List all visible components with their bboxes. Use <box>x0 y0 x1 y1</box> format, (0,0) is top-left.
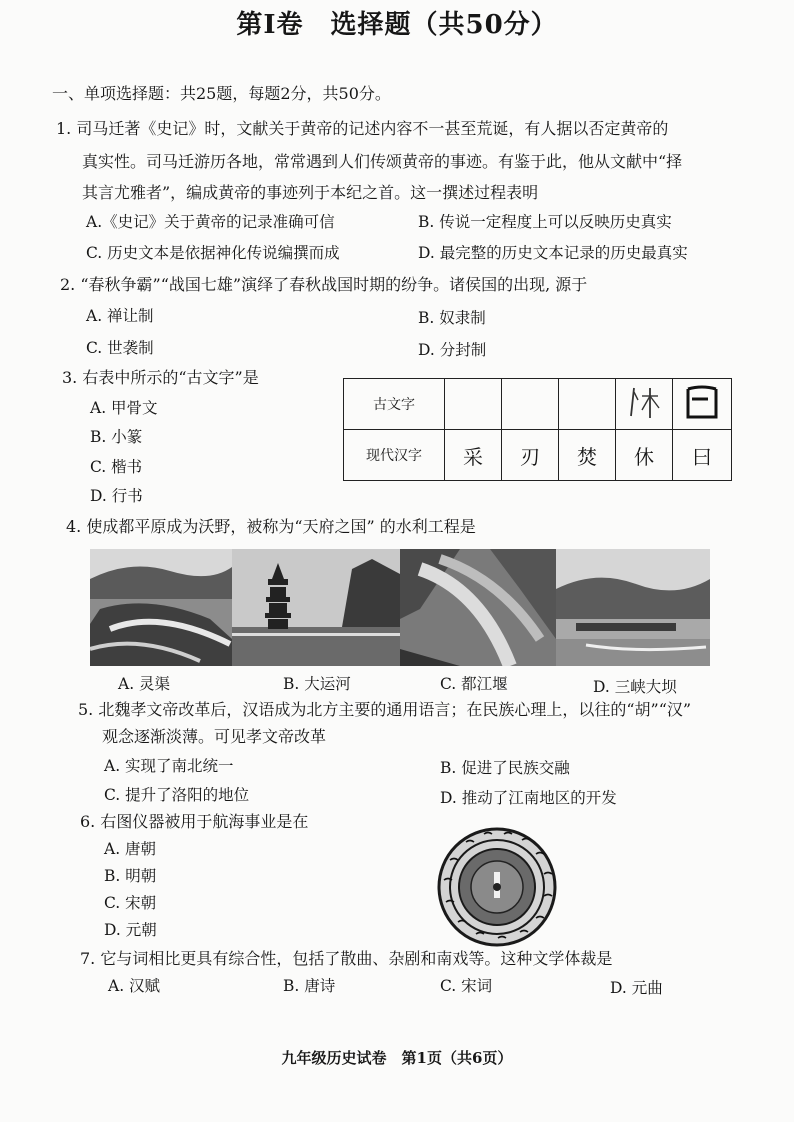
modern-char: 焚 <box>559 430 616 481</box>
q2-stem: 2. “春秋争霸”“战国七雄”演绎了春秋战国时期的纷争。诸侯国的出现, 源于 <box>60 275 588 294</box>
compass-icon <box>436 826 558 948</box>
modern-char: 曰 <box>673 430 732 481</box>
page-footer: 九年级历史试卷 第1页（共6页） <box>281 1049 513 1067</box>
ancient-char-cell <box>502 379 559 430</box>
row-header-modern: 现代汉字 <box>344 430 445 481</box>
ancient-char-xiu <box>616 379 673 430</box>
q6-option-d: D. 元朝 <box>104 921 157 939</box>
photo-dujiangyan <box>400 549 556 666</box>
q4-option-d: D. 三峡大坝 <box>593 678 677 696</box>
q4-option-c: C. 都江堰 <box>440 675 508 693</box>
dujiangyan-image <box>400 549 556 666</box>
ancient-char-cell <box>445 379 502 430</box>
q1-option-b: B. 传说一定程度上可以反映历史真实 <box>418 213 672 231</box>
grand-canal-image <box>232 549 400 666</box>
q7-option-a: A. 汉赋 <box>108 977 161 995</box>
three-gorges-image <box>556 549 710 666</box>
q6-stem: 6. 右图仪器被用于航海事业是在 <box>80 812 309 831</box>
q1-option-a: A.《史记》关于黄帝的记录准确可信 <box>86 213 335 231</box>
q7-option-b: B. 唐诗 <box>283 977 336 995</box>
q1-line3: 其言尤雅者”，编成黄帝的事迹列于本纪之首。这一撰述过程表明 <box>82 183 539 202</box>
q3-option-a: A. 甲骨文 <box>90 399 158 417</box>
q2-option-b: B. 奴隶制 <box>418 309 486 327</box>
q5-option-d: D. 推动了江南地区的开发 <box>440 789 617 807</box>
q7-stem: 7. 它与词相比更具有综合性，包括了散曲、杂剧和南戏等。这种文学体裁是 <box>80 949 613 968</box>
q1-line1: 1. 司马迁著《史记》时，文献关于黄帝的记述内容不一甚至荒诞，有人据以否定黄帝的 <box>56 119 669 138</box>
q5-option-b: B. 促进了民族交融 <box>440 759 570 777</box>
q1-option-d: D. 最完整的历史文本记录的历史最真实 <box>418 244 688 262</box>
q5-option-c: C. 提升了洛阳的地位 <box>104 786 250 804</box>
q2-option-d: D. 分封制 <box>418 341 487 359</box>
compass-illustration <box>436 826 558 948</box>
modern-char: 刃 <box>502 430 559 481</box>
table-row-ancient <box>344 379 732 430</box>
ancient-script-table <box>343 378 732 481</box>
q6-option-a: A. 唐朝 <box>104 840 157 858</box>
q2-option-a: A. 禅让制 <box>86 307 154 325</box>
q3-option-b: B. 小篆 <box>90 428 143 446</box>
photo-grand-canal <box>232 549 400 666</box>
q7-option-c: C. 宋词 <box>440 977 493 995</box>
section-heading: 一、单项选择题：共25题，每题2分，共50分。 <box>52 84 391 103</box>
q3-option-c: C. 楷书 <box>90 458 143 476</box>
ancient-char-cell <box>559 379 616 430</box>
q7-option-d: D. 元曲 <box>610 979 663 997</box>
water-project-photos <box>90 549 710 666</box>
page-title: 第Ⅰ卷 选择题（共50分） <box>236 10 558 40</box>
modern-char: 休 <box>616 430 673 481</box>
q4-stem: 4. 使成都平原成为沃野，被称为“天府之国” 的水利工程是 <box>66 517 476 536</box>
q5-option-a: A. 实现了南北统一 <box>104 757 234 775</box>
q3-stem: 3. 右表中所示的“古文字”是 <box>62 368 259 387</box>
q6-option-b: B. 明朝 <box>104 867 157 885</box>
q5-line2: 观念逐渐淡薄。可见孝文帝改革 <box>102 727 327 746</box>
q1-line2: 真实性。司马迁游历各地，常常遇到人们传颂黄帝的事迹。有鉴于此，他从文献中“择 <box>82 152 683 171</box>
modern-char: 采 <box>445 430 502 481</box>
row-header-ancient: 古文字 <box>344 379 445 430</box>
q4-option-a: A. 灵渠 <box>118 675 171 693</box>
lingqu-image <box>90 549 232 666</box>
q6-option-c: C. 宋朝 <box>104 894 157 912</box>
photo-lingqu <box>90 549 232 666</box>
ancient-glyph-yue <box>682 383 722 421</box>
table-row-modern <box>344 430 732 481</box>
q1-option-c: C. 历史文本是依据神化传说编撰而成 <box>86 244 340 262</box>
ancient-char-yue <box>673 379 732 430</box>
q3-option-d: D. 行书 <box>90 487 143 505</box>
ancient-glyph-xiu <box>624 384 664 420</box>
photo-three-gorges <box>556 549 710 666</box>
q2-option-c: C. 世袭制 <box>86 339 154 357</box>
q4-option-b: B. 大运河 <box>283 675 351 693</box>
q5-line1: 5. 北魏孝文帝改革后，汉语成为北方主要的通用语言；在民族心理上，以往的“胡”“汉” <box>78 700 692 719</box>
